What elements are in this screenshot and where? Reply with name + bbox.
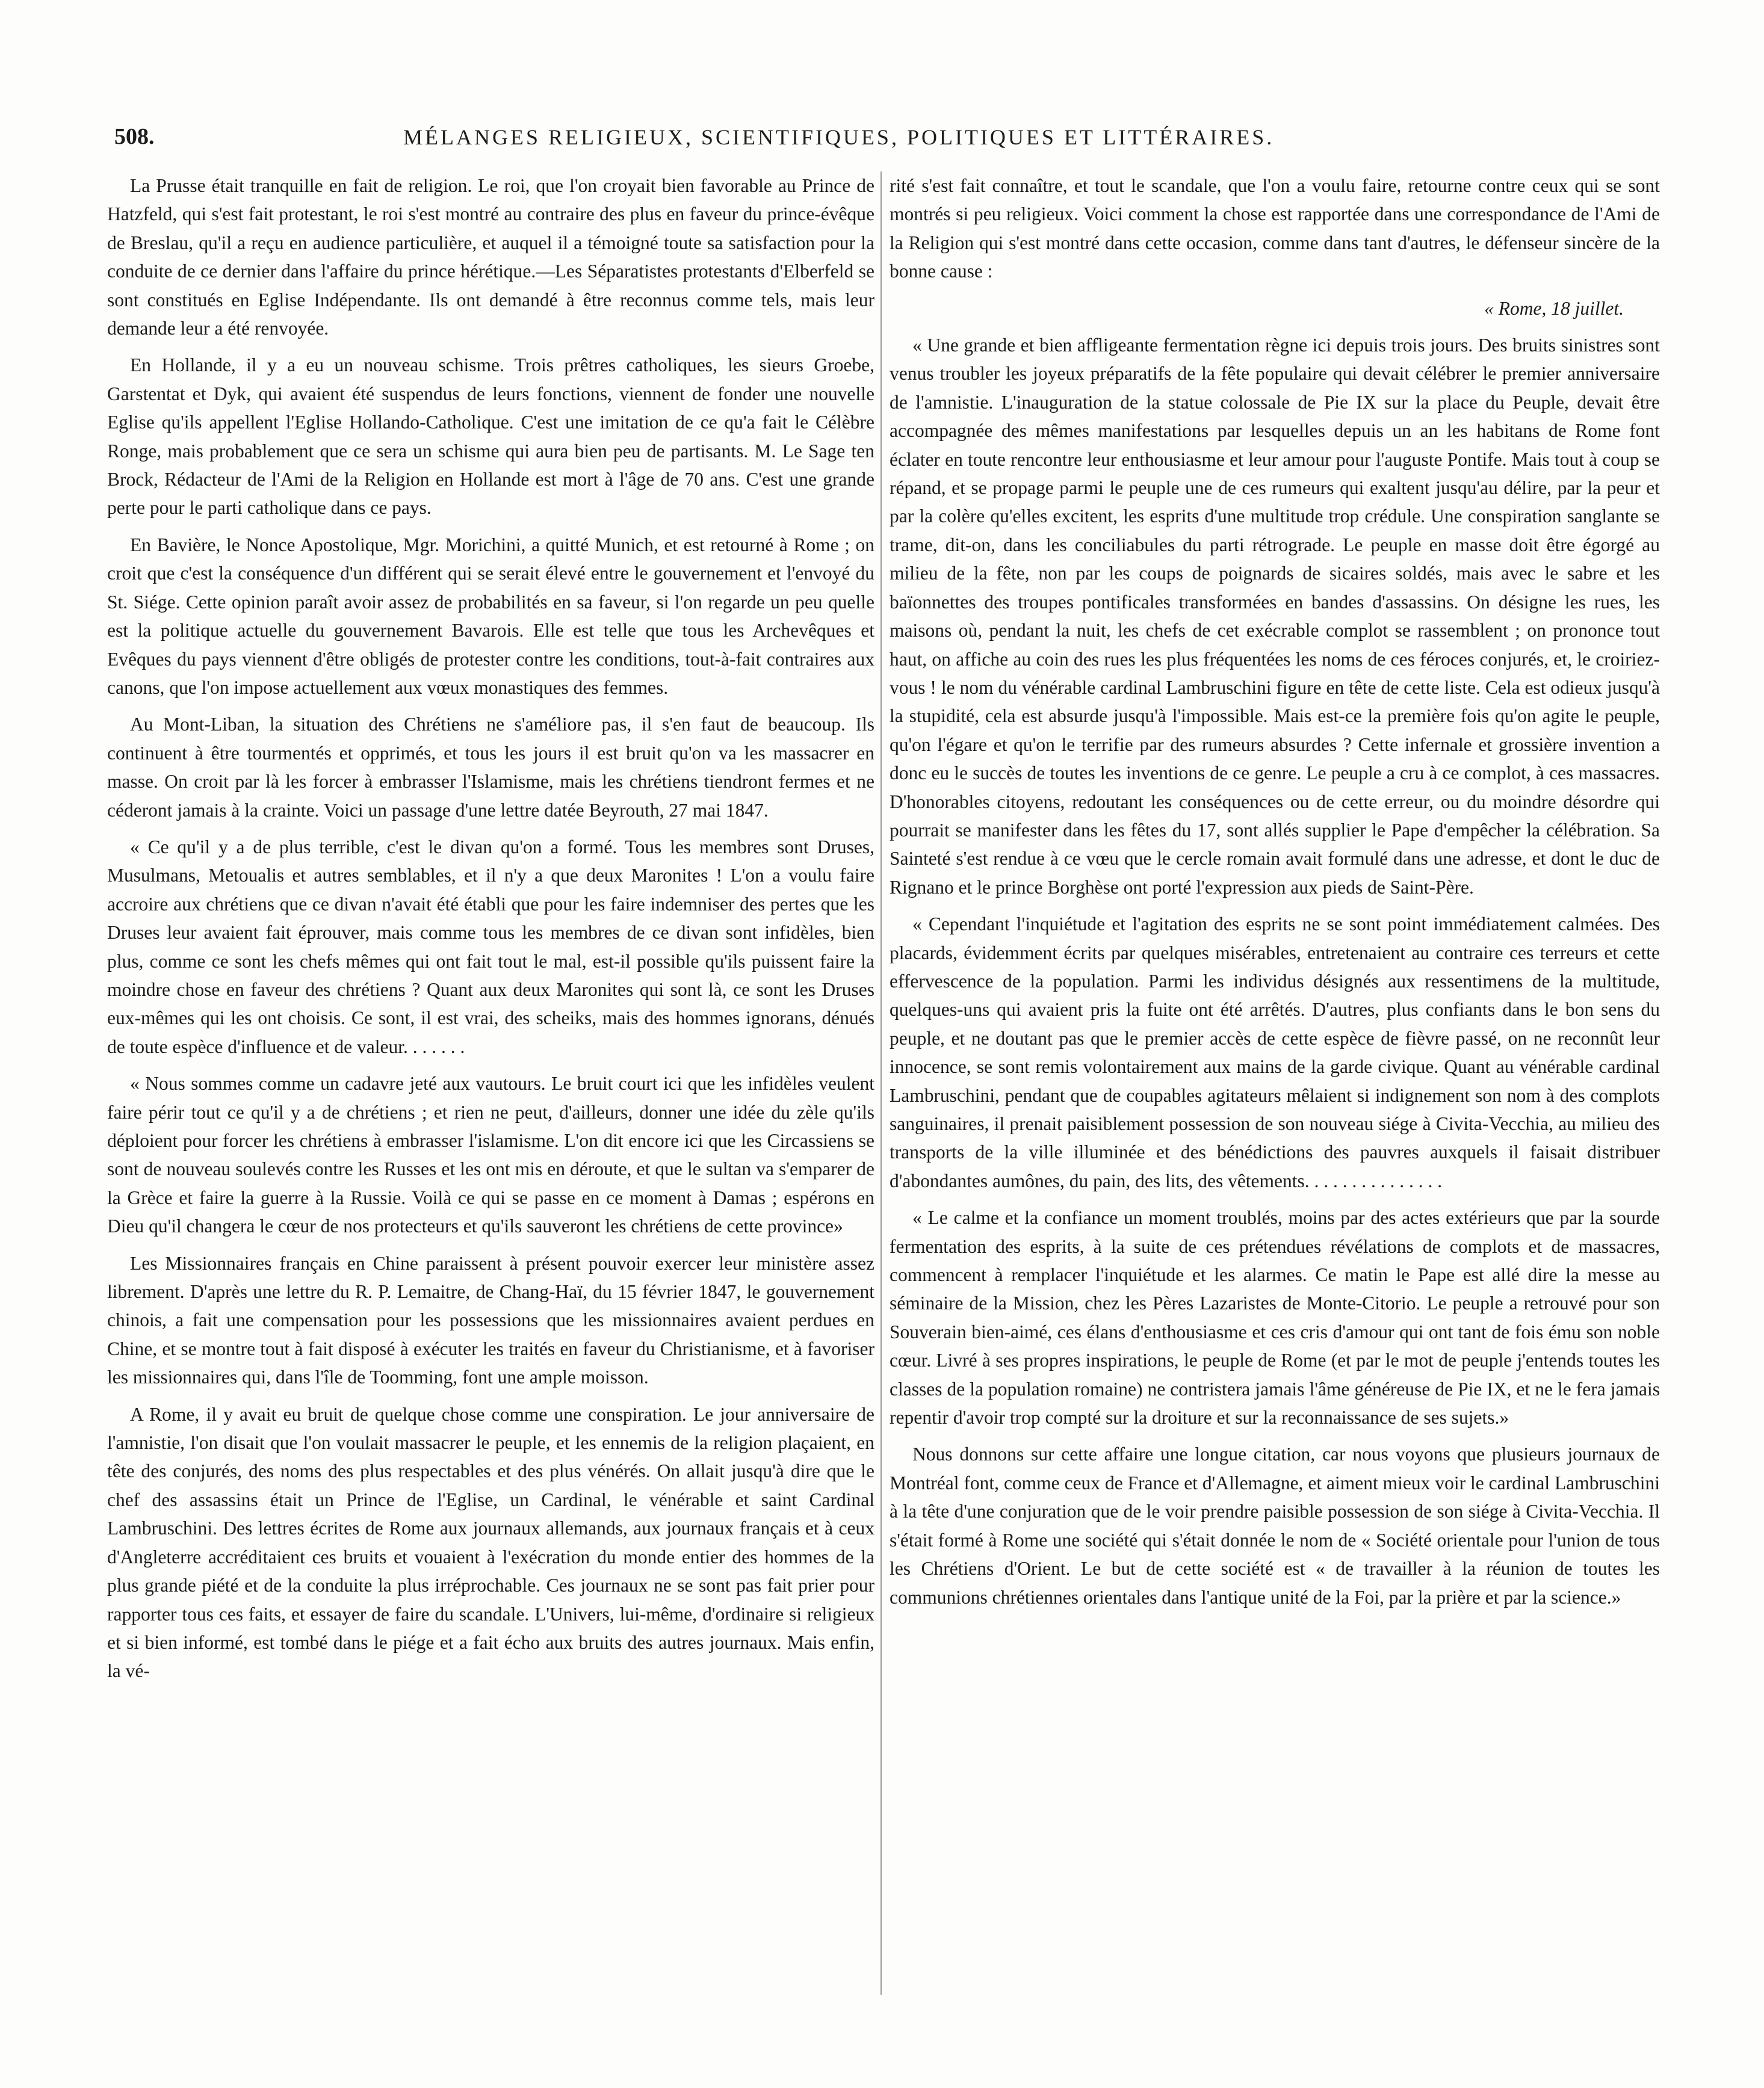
paragraph-verite: rité s'est fait connaître, et tout le scandale, que l'on a voulu faire, retourne contre ceux qui se sont montrés si peu religieux. Voici comment la chose est rapportée dans une correspondance de l'Ami de la Religion qui s'est montré dans cette occasion, comme dans tant d'autres, le défenseur sincère de la bonne cause : <box>890 175 1660 282</box>
right-column <box>890 171 1660 1620</box>
quote-calme: « Le calme et la confiance un moment troublés, moins par des actes extérieurs que par la sourde fermentation des esprits, à la suite de ces prétendues révélations de complots et de massacres, commencent à remplacer l'inquiétude et les alarmes. Ce matin le Pape est allé dire la messe au séminaire de la Mission, chez les Pères Lazaristes de Monte-Citorio. Le peuple a retrouvé pour son Souverain bien-aimé, ces élans d'enthousiasme et ces cris d'amour qui ont tant de fois ému son noble cœur. Livré à ses propres inspirations, le peuple de Rome (et par le mot de peuple j'entends toutes les classes de la population romaine) ne contristera jamais l'âme généreuse de Pie IX, et ne le fera jamais repentir d'avoir trop compté sur la droiture et sur la reconnaissance de ses sujets.» <box>890 1207 1660 1429</box>
paragraph-bavaria: En Bavière, le Nonce Apostolique, Mgr. Morichini, a quitté Munich, et est retourné à Rome ; on croit que c'est la conséquence d'un différent qui se serait élevé entre le gouvernement et l'envoyé du St. Siége. Cette opinion paraît avoir assez de probabilités en sa faveur, si l'on regarde un peu quelle est la politique actuelle du gouvernement Bavarois. Elle est telle que tous les Archevêques et Evêques du pays viennent d'être obligés de protester contre les conditions, tout-à-fait contraires aux canons, que l'on impose actuellement aux vœux monastiques des femmes. <box>107 534 874 698</box>
paragraph-prussia: La Prusse était tranquille en fait de religion. Le roi, que l'on croyait bien favorable au Prince de Hatzfeld, qui s'est fait protestant, le roi s'est montré au contraire des plus en faveur du prince-évêque de Breslau, qu'il a reçu en audience particulière, et auquel il a témoigné toute sa satisfaction pour la conduite de ce dernier dans l'affaire du prince hérétique.—Les Séparatistes protestants d'Elberfeld se sont constitués en Eglise Indépendante. Ils ont demandé à être reconnus comme tels, mais leur demande leur a été renvoyée. <box>107 175 874 339</box>
paragraph-citation: Nous donnons sur cette affaire une longue citation, car nous voyons que plusieurs journaux de Montréal font, comme ceux de France et d'Allemagne, et aiment mieux voir le cardinal Lambruschini à la tête d'une conjuration que de le voir prendre paisible possession de son siége à Civita-Vecchia. Il s'était formé à Rome une société qui s'était donnée le nom de « Société orientale pour l'union de tous les Chrétiens d'Orient. Le but de cette société est « de travailler à la réunion de toutes les communions chrétiennes orientales dans l'antique unité de la Foi, par la prière et par la science.» <box>890 1444 1660 1608</box>
paragraph-rome: A Rome, il y avait eu bruit de quelque chose comme une conspiration. Le jour anniversaire de l'amnistie, l'on disait que l'on voulait massacrer le peuple, et les ennemis de la religion plaçaient, en tête des conjurés, des noms des plus respectables et des plus vénérés. On allait jusqu'à dire que le chef des assassins était un Prince de l'Eglise, un Cardinal, le vénérable et saint Cardinal Lambruschini. Des lettres écrites de Rome aux journaux allemands, aux journaux français et à ceux d'Angleterre accréditaient ces bruits et vouaient à l'exécration du monde entier des hommes de la plus grande piété et de la conduite la plus irréprochable. Ces journaux ne se sont pas fait prier pour rapporter tous ces faits, et essayer de faire du scandale. L'Univers, lui-même, d'ordinaire si religieux et si bien informé, est tombé dans le piége et a fait écho aux bruits des autres journaux. Mais enfin, la vé- <box>107 1403 874 1682</box>
quote-inquietude: « Cependant l'inquiétude et l'agitation des esprits ne se sont point immédiatement calmées. Des placards, évidemment écrits par quelques misérables, entretenaient au contraire ces terreurs et cette effervescence de la population. Parmi les individus désignés aux ressentimens de la multitude, quelques-uns qui avaient pris la fuite ont été arrêtés. D'autres, plus confiants dans le bon sens du peuple, et ne doutant pas que le premier accès de cette espèce de fièvre passé, on ne reconnût leur innocence, se sont remis volontairement aux mains de la garde civique. Quant au vénérable cardinal Lambruschini, pendant que de coupables agitateurs mêlaient si indignement son nom à des complots sanguinaires, il prenait paisiblement possession de son nouveau siége à Civita-Vecchia, au milieu des transports de la ville illuminée et des bénédictions des pauvres auxquels il faisait distribuer d'abondantes aumônes, du pain, des lits, des vêtements. . . . . . . . . . . . . . . <box>890 913 1660 1191</box>
page-number: 508. <box>114 124 155 149</box>
paragraph-chine: Les Missionnaires français en Chine paraissent à présent pouvoir exercer leur ministère assez librement. D'après une lettre du R. P. Lemaitre, de Chang-Haï, du 15 février 1847, le gouvernement chinois, a fait une compensation pour les possessions que les missionnaires avaient perdues en Chine, et se montre tout à fait disposé à exécuter les traités en faveur du Christianisme, et à favoriser les missionnaires qui, dans l'île de Toomming, font une ample moisson. <box>107 1252 874 1388</box>
column-divider <box>880 171 882 1995</box>
left-column <box>107 171 874 1694</box>
quote-vautours: « Nous sommes comme un cadavre jeté aux vautours. Le bruit court ici que les infidèles veulent faire périr tout ce qu'il y a de chrétiens ; et rien ne peut, d'ailleurs, donner une idée du zèle qu'ils déploient pour forcer les chrétiens à embrasser l'islamisme. L'on dit encore ici que les Circassiens se sont de nouveau soulevés contre les Russes et les ont mis en déroute, et que le sultan va s'emparer de la Grèce et faire la guerre à la Russie. Voilà ce qui se passe en ce moment à Damas ; espérons en Dieu qu'il changera le cœur de nos protecteurs et qu'ils sauveront les chrétiens de cette province» <box>107 1073 874 1237</box>
dateline: « Rome, 18 juillet. <box>1484 297 1624 319</box>
running-title: MÉLANGES RELIGIEUX, SCIENTIFIQUES, POLITIQUES ET LITTÉRAIRES. <box>403 125 1275 149</box>
paragraph-mont-liban: Au Mont-Liban, la situation des Chrétiens ne s'améliore pas, il s'en faut de beaucoup. Ils continuent à être tourmentés et opprimés, et tous les jours il est bruit qu'on va les massacrer en masse. On croit par là les forcer à embrasser l'Islamisme, mais les chrétiens tiendront fermes et ne céderont jamais à la crainte. Voici un passage d'une lettre datée Beyrouth, 27 mai 1847. <box>107 714 874 821</box>
paragraph-holland: En Hollande, il y a eu un nouveau schisme. Trois prêtres catholiques, les sieurs Groebe, Garstentat et Dyk, qui avaient été suspendus de leurs fonctions, viennent de fonder une nouvelle Eglise qu'ils appellent l'Eglise Hollando-Catholique. C'est une imitation de ce qu'a fait le Célèbre Ronge, mais probablement que ce sera un schisme qui aura bien peu de partisants. M. Le Sage ten Brock, Rédacteur de l'Ami de la Religion en Hollande est mort à l'âge de 70 ans. C'est une grande perte pour le parti catholique dans ce pays. <box>107 354 874 519</box>
quote-fermentation: « Une grande et bien affligeante fermentation règne ici depuis trois jours. Des bruits sinistres sont venus troubler les joyeux préparatifs de la fête populaire qui devait célébrer le premier anniversaire de l'amnistie. L'inauguration de la statue colossale de Pie IX sur la place du Peuple, devait être accompagnée des mêmes manifestations par lesquelles depuis un an les habitans de Rome font éclater en toute rencontre leur enthousiasme et leur amour pour l'auguste Pontife. Mais tout à coup se répand, et se propage parmi le peuple une de ces rumeurs qui exaltent jusqu'au délire, par la peur et par la colère qu'elles excitent, les esprits d'une multitude trop crédule. Une conspiration sanglante se trame, dit-on, dans les conciliabules du parti rétrograde. Le peuple en masse doit être égorgé au milieu de la fête, non par les coups de poignards de sicaires soldés, mais avec le sabre et les baïonnettes des troupes pontificales transformées en bandes d'assassins. On désigne les rues, les maisons où, pendant la nuit, les chefs de cet exécrable complot se rassemblent ; on prononce tout haut, on affiche au coin des rues les plus fréquentées les noms de ces féroces conjurés, et, le croiriez-vous ! le nom du vénérable cardinal Lambruschini figure en tête de cette liste. Cela est odieux jusqu'à la stupidité, cela est absurde jusqu'à l'impossible. Mais est-ce la première fois qu'on agite le peuple, qu'on l'égare et qu'on le terrifie par des rumeurs absurdes ? Cette infernale et grossière invention a donc eu le succès de toutes les inventions de ce genre. Le peuple a cru à ce complot, à ces massacres. D'honorables citoyens, redoutant les conséquences ou de cette erreur, ou du moindre désordre qui pourrait se manifester dans les fêtes du 17, sont allés supplier le Pape d'empêcher la célébration. Sa Sainteté s'est rendue à ce vœu que le cercle romain avait formulé dans une adresse, et dont le duc de Rignano et le prince Borghèse ont porté l'expression aux pieds de Saint-Père. <box>890 335 1660 898</box>
page-header <box>114 123 1619 165</box>
quote-divan: « Ce qu'il y a de plus terrible, c'est le divan qu'on a formé. Tous les membres sont Druses, Musulmans, Metoualis et autres semblables, et il n'y a que deux Maronites ! L'on a voulu faire accroire aux chrétiens que ce divan n'avait été établi que pour les faire indemniser des pertes que les Druses leur avaient fait éprouver, mais comme tous les membres de ce divan sont infidèles, bien plus, comme ce sont les chefs mêmes qui ont fait tout le mal, est-il possible qu'ils puissent faire la moindre chose en faveur des chrétiens ? Quant aux deux Maronites qui sont là, ce sont les Druses eux-mêmes qui les ont choisis. Ce sont, il est vrai, des scheiks, mais des hommes ignorans, dénués de toute espèce d'influence et de valeur. . . . . . . <box>107 836 874 1057</box>
